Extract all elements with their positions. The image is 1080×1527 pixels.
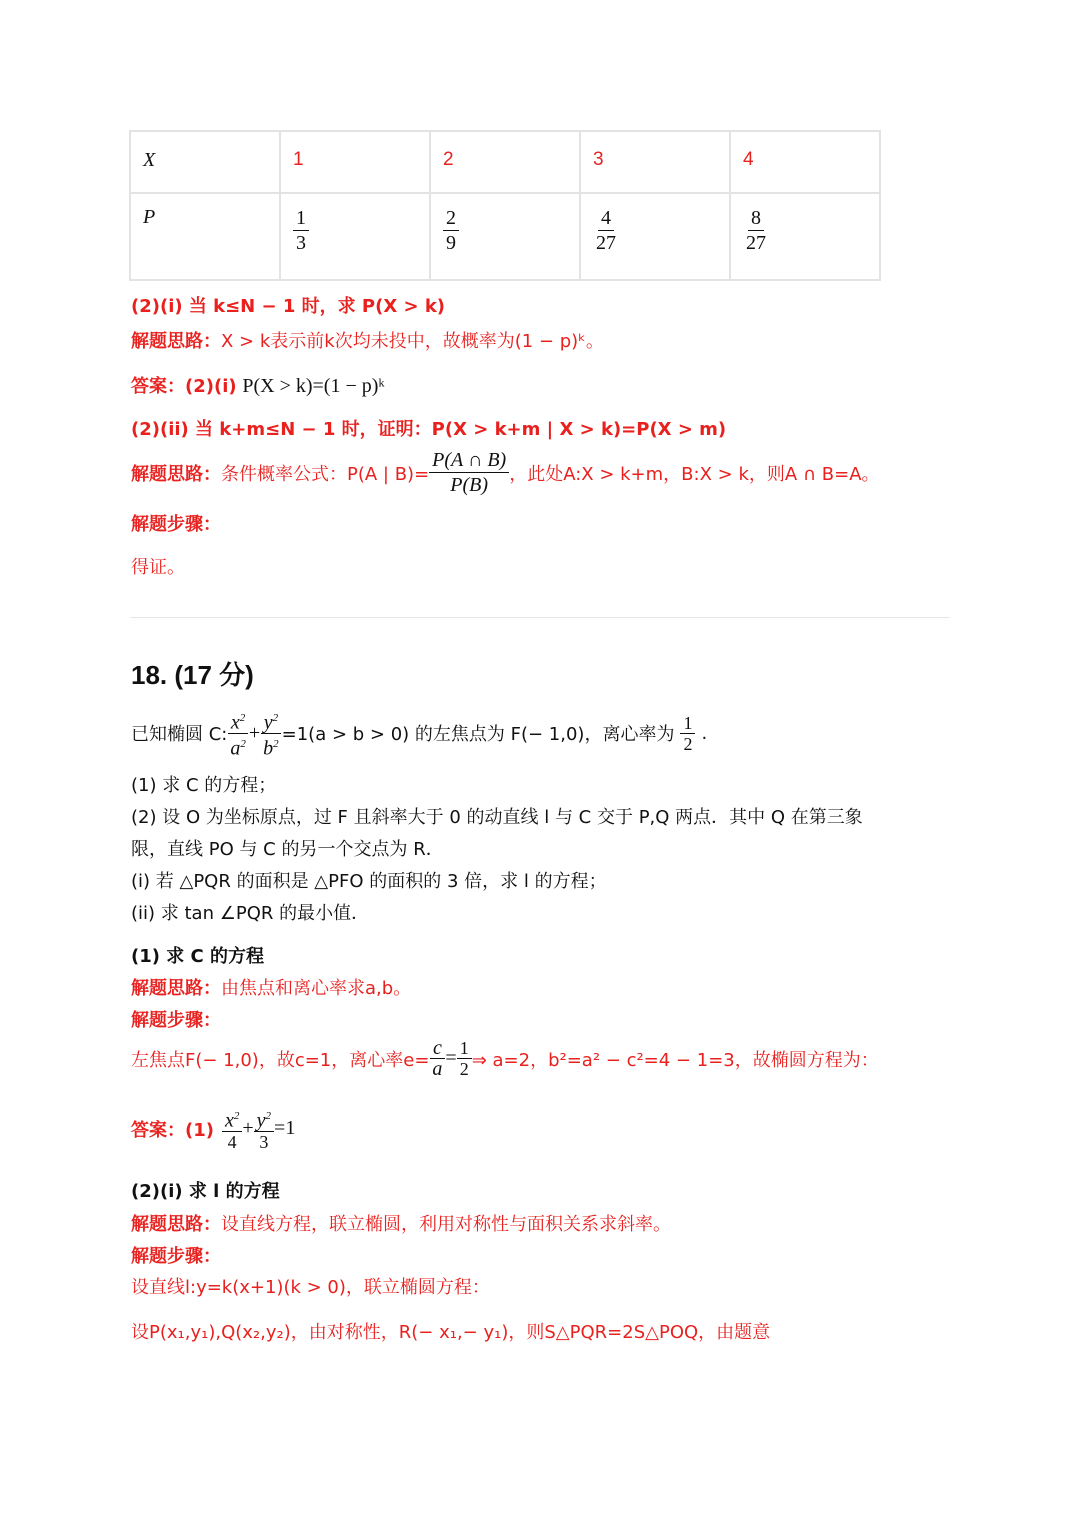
sol1-heading: (1) 求 C 的方程 xyxy=(131,946,264,967)
sol2i-step1: 设直线l:y=k(x+1)(k > 0)，联立椭圆方程： xyxy=(131,1277,490,1298)
table-row-probs xyxy=(130,193,880,280)
table-header-x: X xyxy=(130,131,280,193)
section-divider xyxy=(130,617,950,618)
question-18-sub2i: (i) 若 △PQR 的面积是 △PFO 的面积的 3 倍，求 l 的方程； xyxy=(131,871,607,892)
sol2i-idea: 解题思路：设直线方程，联立椭圆，利用对称性与面积关系求斜率。 xyxy=(131,1214,671,1235)
sol1-idea: 解题思路：由焦点和离心率求a,b。 xyxy=(131,978,412,999)
table-header-p: P xyxy=(130,193,280,280)
table-cell-value: 3 xyxy=(580,131,730,193)
part2ii-conclusion: 得证。 xyxy=(131,557,185,578)
part2ii-steps-label: 解题步骤： xyxy=(131,514,221,535)
table-cell-value: 1 xyxy=(280,131,430,193)
table-cell-prob: $\frac{1}{3}$ xyxy=(280,193,430,280)
sol1-steps-label: 解题步骤： xyxy=(131,1010,221,1031)
sol2i-heading: (2)(i) 求 l 的方程 xyxy=(131,1181,280,1202)
question-18-sub2-line2: 限，直线 PO 与 C 的另一个交点为 R． xyxy=(131,839,444,860)
question-18-title: 18. (17 分) xyxy=(131,660,254,690)
sol1-step: 左焦点F(− 1,0)，故c=1，离心率e= $\frac{c}{a}$ = $\frac{1}{2}$ ⇒ a=2，b²=a² − c²=4 − 1=3，故椭圆方程为： xyxy=(131,1037,879,1080)
part2ii-idea: 解题思路： 条件概率公式：P(A | B)= $\frac{P(A \cap B)}{P(B)}$ ，此处A:X > k+m，B:X > k，则A ∩ B=A。 xyxy=(131,449,880,496)
question-18-sub1: (1) 求 C 的方程； xyxy=(131,775,277,796)
table-cell-prob: $\frac{2}{9}$ xyxy=(430,193,580,280)
table-cell-prob: $\frac{4}{27}$ xyxy=(580,193,730,280)
part2i-heading: (2)(i) 当 k≤N − 1 时，求 P(X > k) xyxy=(131,296,446,317)
part2ii-heading: (2)(ii) 当 k+m≤N − 1 时，证明：P(X > k+m | X > k)=P(X > m) xyxy=(131,419,727,440)
sol1-answer: 答案：(1) $\frac{x^2}{4}$ + $\frac{y^2}{3}$ =1 xyxy=(131,1106,295,1152)
table-cell-value: 4 xyxy=(730,131,880,193)
sol2i-step2: 设P(x₁,y₁),Q(x₂,y₂)，由对称性，R(− x₁,− y₁)，则S△PQR=2S△POQ，由题意 xyxy=(131,1322,771,1343)
part2i-idea: 解题思路：X > k表示前k次均未投中，故概率为(1 − p)ᵏ。 xyxy=(131,331,604,352)
table-row-values xyxy=(130,131,880,193)
question-18-stem: 已知椭圆 C: $\frac{x^2}{a^2}$ + $\frac{y^2}{b^2}$ =1(a > b > 0) 的左焦点为 F(− 1,0)，离心率为 $\frac{1}{2}$ . xyxy=(131,708,707,758)
distribution-table xyxy=(129,130,881,281)
table-cell-prob: $\frac{8}{27}$ xyxy=(730,193,880,280)
table-cell-value: 2 xyxy=(430,131,580,193)
part2i-answer: 答案：(2)(i) P(X > k)=(1 − p)ᵏ xyxy=(131,375,385,397)
question-18-sub2-line1: (2) 设 O 为坐标原点，过 F 且斜率大于 0 的动直线 l 与 C 交于 P,Q 两点．其中 Q 在第三象 xyxy=(131,807,863,828)
question-18-sub2ii: (ii) 求 tan ∠PQR 的最小值． xyxy=(131,903,370,924)
sol2i-steps-label: 解题步骤： xyxy=(131,1246,221,1267)
